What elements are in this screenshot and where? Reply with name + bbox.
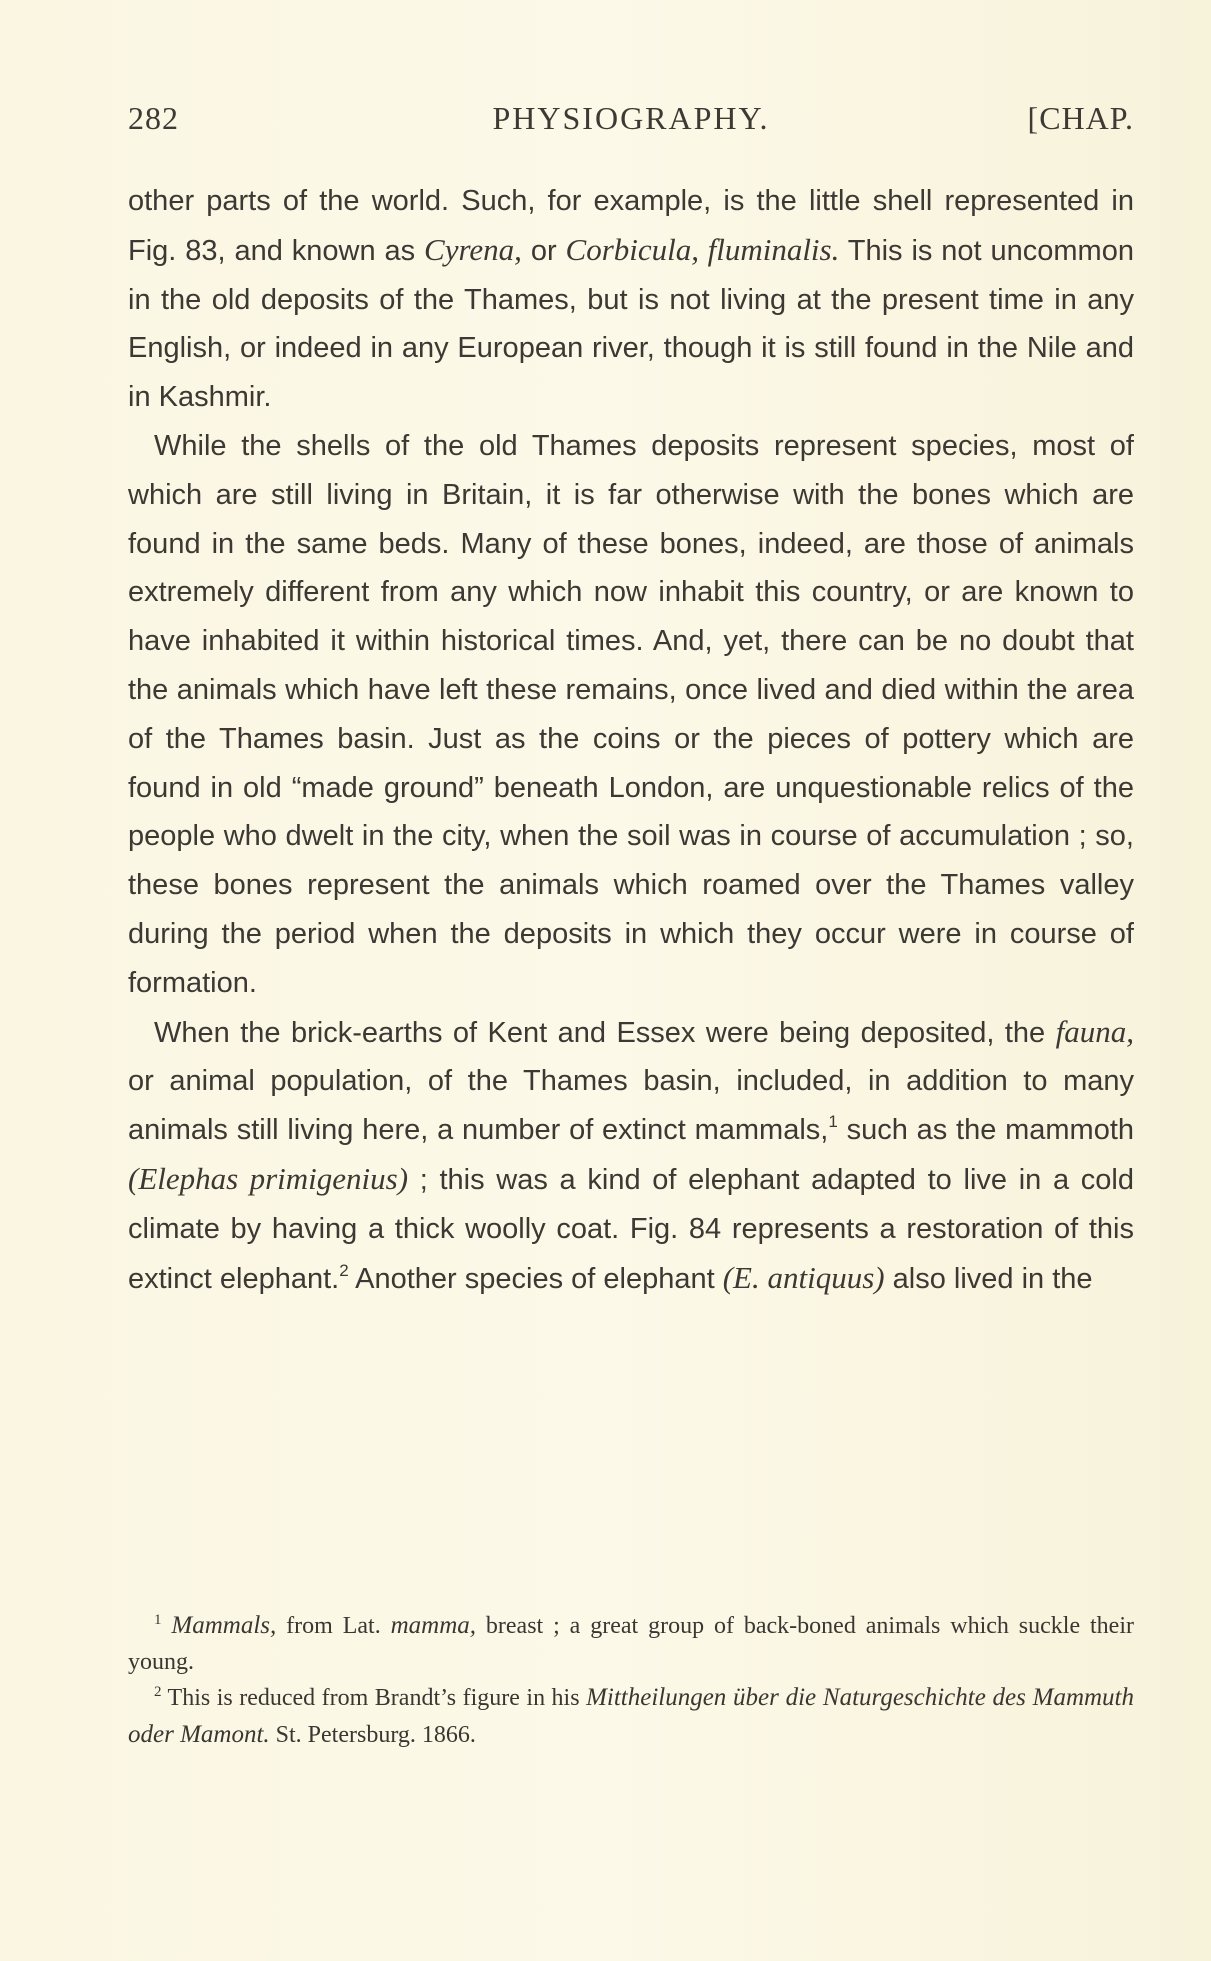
term-fauna: fauna, bbox=[1055, 1013, 1134, 1049]
body-text bbox=[128, 177, 1134, 1303]
footnote-1-latin: mamma, bbox=[390, 1612, 477, 1639]
paragraph-3-text-c: such as the mammoth bbox=[837, 1114, 1135, 1147]
chapter-marker: [CHAP. bbox=[1027, 100, 1134, 136]
paragraph-3-text-a: When the brick-earths of Kent and Essex were being deposited, the bbox=[154, 1016, 1056, 1049]
paragraph-3-text-b: or animal population, of the Thames basin, included, in addition to many animals still living here, a number of extinct mammals, bbox=[128, 1065, 1134, 1147]
paragraph-1-text-c: This is not uncommon in the old deposits of the Thames, but is not living at the present time in any English, or indeed in any European river, though it is still found in the Nile and in Kashmir. bbox=[128, 234, 1134, 414]
paragraph-3 bbox=[128, 1008, 1134, 1304]
term-corbicula: Corbicula, fluminalis. bbox=[565, 231, 840, 267]
footnote-1-mark: 1 bbox=[154, 1612, 162, 1628]
paragraph-3-text-f: also lived in the bbox=[884, 1262, 1093, 1295]
paragraph-2: While the shells of the old Thames deposits represent species, most of which are still living in Britain, it is far otherwise with the bones which are found in the same beds. Many of these bones, indeed, are those of animals extremely different from any which now inhabit this country, or are known to have inhabited it within historical times. And, yet, there can be no doubt that the animals which have left these remains, once lived and died within the area of the Thames basin. Just as the coins or the pieces of pottery which are found in old “made ground” beneath London, are unquestionable relics of the people who dwelt in the city, when the soil was in course of accumulation ; so, these bones represent the animals which roamed over the Thames valley during the period when the deposits in which they occur were in course of formation. bbox=[128, 429, 1134, 999]
footnote-2 bbox=[128, 1680, 1134, 1753]
paragraph-3-text-e: Another species of elephant bbox=[348, 1262, 723, 1295]
footnote-1-text-a: from Lat. bbox=[276, 1613, 391, 1639]
footnote-ref-1[interactable]: 1 bbox=[828, 1112, 838, 1132]
term-cyrena: Cyrena, bbox=[424, 231, 522, 267]
paragraph-1-text-b: or bbox=[521, 234, 566, 267]
footnote-ref-2[interactable]: 2 bbox=[339, 1260, 349, 1280]
footnote-2-title: Mittheilungen über die Naturgeschichte des Mammuth oder Mamont. bbox=[128, 1684, 1135, 1748]
paragraph-1 bbox=[128, 177, 1134, 422]
page-header bbox=[128, 100, 1134, 140]
term-elephas-primigenius: (Elephas primigenius) bbox=[128, 1160, 409, 1196]
footnote-2-text-a: This is reduced from Brandt’s figure in his bbox=[161, 1685, 587, 1711]
footnote-2-mark: 2 bbox=[154, 1684, 162, 1700]
footnote-1-text-b: breast ; a great group of back-boned animals which suckle their young. bbox=[128, 1613, 1134, 1675]
running-title: PHYSIOGRAPHY. bbox=[492, 100, 770, 136]
term-e-antiquus: (E. antiquus) bbox=[722, 1259, 885, 1295]
page-number: 282 bbox=[128, 100, 179, 136]
footnotes bbox=[128, 1608, 1134, 1753]
footnote-2-text-b: St. Petersburg. 1866. bbox=[269, 1721, 476, 1748]
paragraph-3-text-d: ; this was a kind of elephant adapted to live in a cold climate by having a thick woolly coat. Fig. 84 represents a restoration of this extinct elephant. bbox=[128, 1163, 1134, 1295]
footnote-1 bbox=[128, 1608, 1134, 1680]
paragraph-1-text-a: other parts of the world. Such, for example, is the little shell represented in Fig. 83, and known as bbox=[128, 185, 1134, 267]
footnote-1-term: Mammals, bbox=[171, 1612, 277, 1639]
